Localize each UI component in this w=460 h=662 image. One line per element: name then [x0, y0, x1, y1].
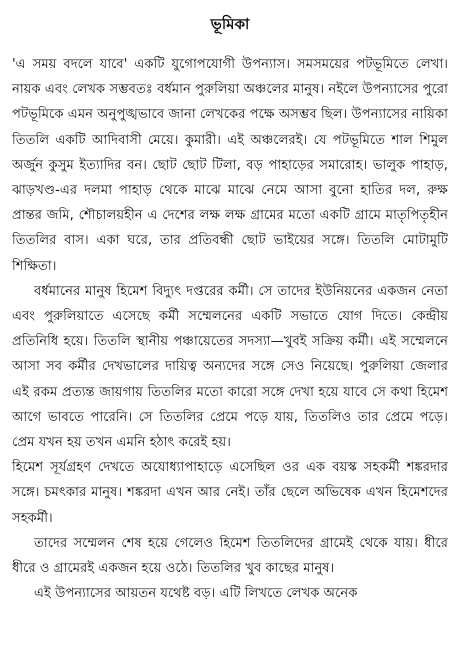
paragraph-4: তাদের সম্মেলন শেষ হয়ে গেলেও হিমেশ তিতলিদের গ্রামেই থেকে যায়। ধীরে ধীরে ও গ্রামেরই একজন হয়ে ওঠে। তিতলির খুব কাছের মানুষ।	[12, 535, 448, 577]
paragraph-3: হিমেশ সূর্যগ্রহণ দেখতে অযোধ্যাপাহাড়ে এসেছিল ওর এক বয়স্ক সহকর্মী শঙ্করদার সঙ্গে। চমৎকার মানুষ। শঙ্করদা এখন আর নেই। তাঁর ছেলে অভিষেক এখন হিমেশদের সহকর্মী।	[12, 460, 448, 526]
paragraph-5: এই উপন্যাসের আয়তন যথেষ্ট বড়। এটি লিখতে লেখক অনেক	[34, 586, 358, 602]
page-title: ভূমিকা	[210, 15, 250, 33]
paragraph-2: বর্ধমানের মানুষ হিমেশ বিদ্যুৎ দপ্তরের কর্মী। সে তাদের ইউনিয়নের একজন নেতা এবং পুরুলিয়াতে এসেছে কর্মী সম্মেলনের একটি সভাতে যোগ দিতে। কেন্দ্রীয় প্রতিনিধি হয়ে। তিতলি স্থানীয় পঞ্চায়েতের সদস্যা—খুবই সক্রিয় কর্মী। এই সম্মেলনে আসা সব কর্মীর দেখভালের দায়িত্ব অন্যদের সঙ্গে সেও নিয়েছে। পুরুলিয়া জেলার এই রকম প্রত্যন্ত জায়গায় তিতলির মতো কারো সঙ্গে দেখা হয়ে যাবে সে কথা হিমেশ আগে ভাবতে পারেনি। সে তিতলির প্রেমে পড়ে যায়, তিতলিও তার প্রেমে পড়ে। প্রেম যখন হয় তখন এমনি হঠাৎ করেই হয়।	[12, 283, 448, 451]
paragraph-1: 'এ সময় বদলে যাবে' একটি যুগোপযোগী উপন্যাস। সমসময়ের পটভূমিতে লেখা। নায়ক এবং লেখক সম্ভবতঃ বর্ধমান পুরুলিয়া অঞ্চলের মানুষ। নইলে উপন্যাসের পুরো পটভূমিকে এমন অনুপুঙ্খভাবে জানা লেখকের পক্ষে অসম্ভব ছিল। উপন্যাসের নায়িকা তিতলি একটি আদিবাসী মেয়ে। কুমারী। এই অঞ্চলেরই। যে পটভূমিতে শাল শিমুল অর্জুন কুসুম ইত্যাদির বন। ছোট ছোট টিলা, বড় পাহাড়ের সমারোহ। ভালুক পাহাড়, ঝাড়খণ্ড-এর দলমা পাহাড় থেকে মাঝে মাঝে নেমে আসা বুনো হাতির দল, রুক্ষ প্রান্তর জমি, শৌচালয়হীন এ দেশের লক্ষ লক্ষ গ্রামের মতো একটি গ্রামে মাতৃপিতৃহীন তিতলির বাস। একা ঘরে, তার প্রতিবন্ধী ছোট ভাইয়ের সঙ্গে। তিতলি মোটামুটি শিক্ষিতা।	[12, 57, 448, 274]
